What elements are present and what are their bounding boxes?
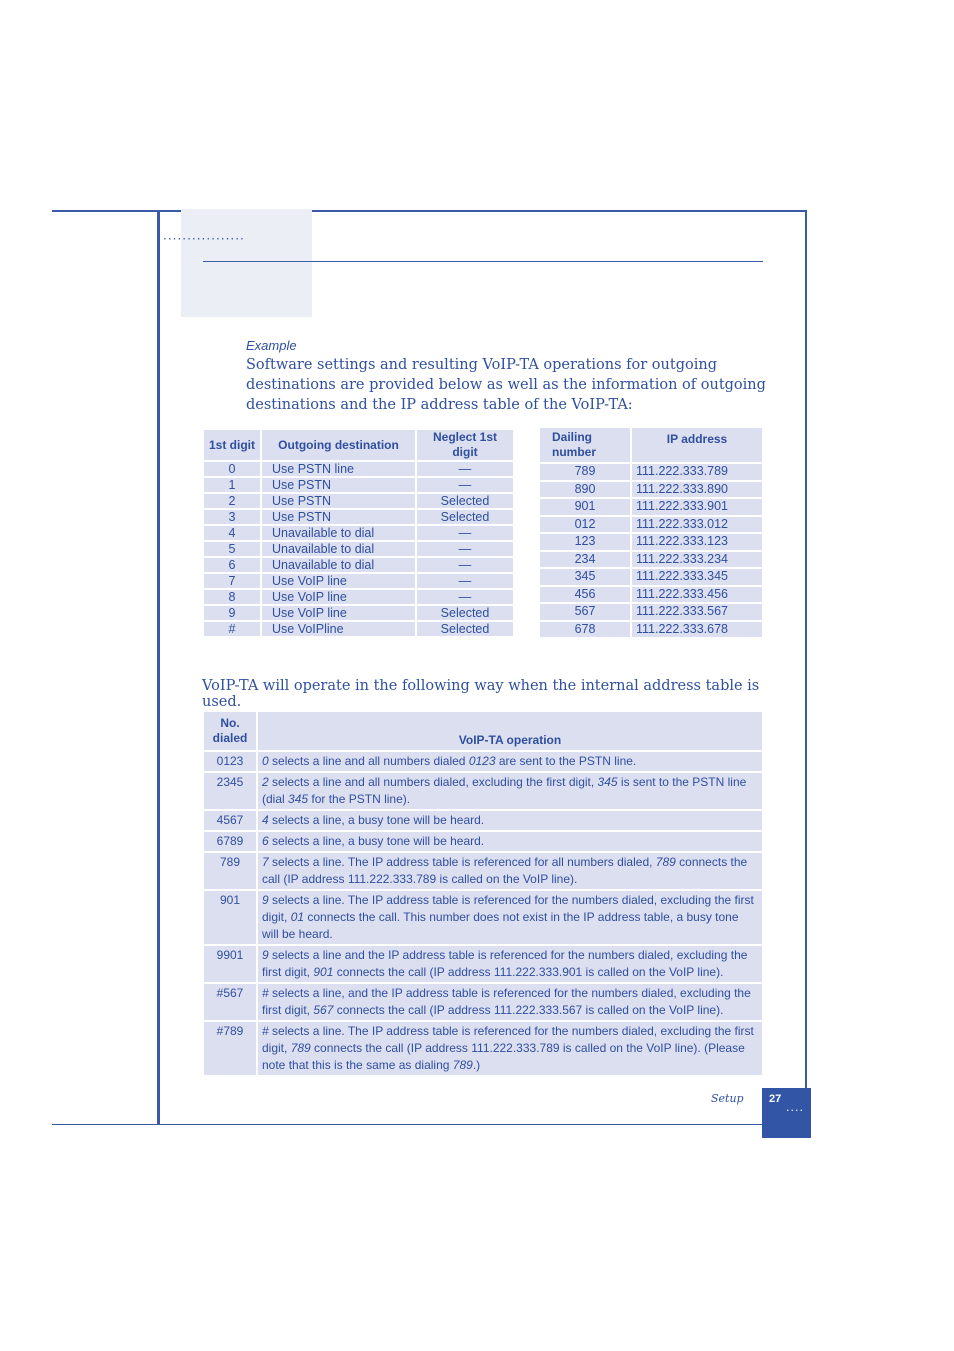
table-row: [539, 463, 763, 481]
emphasis-text: 789: [452, 1058, 473, 1072]
operation-text: selects a line, and the IP address table is referenced for the numbers dialed, excluding the first digit,: [262, 986, 751, 1017]
operation-text: connects the call. This number does not exist in the IP address table, a busy tone will be heard.: [262, 910, 739, 941]
table-row: [203, 509, 514, 525]
table-row: [203, 605, 514, 621]
table-row: [539, 533, 763, 551]
table-cell: 345: [539, 568, 631, 586]
table-row: [539, 568, 763, 586]
top-frame-line: [52, 210, 807, 212]
table-cell: 111.222.333.901: [631, 498, 763, 516]
table-row: [539, 516, 763, 534]
emphasis-text: 789: [290, 1041, 311, 1055]
operation-text: selects a line and all numbers dialed: [268, 754, 469, 768]
right-frame-line: [805, 210, 807, 1088]
col-header-voip-operation: VoIP-TA operation: [257, 711, 763, 751]
emphasis-text: 9: [262, 893, 269, 907]
table-cell: Selected: [416, 493, 514, 509]
col-header-neglect: Neglect 1st digit: [416, 429, 514, 461]
operation-text: selects a line and the IP address table is referenced for the numbers dialed, excluding the first digit,: [262, 948, 748, 979]
emphasis-text: #: [262, 986, 269, 1000]
table-cell: Use VoIP line: [261, 605, 416, 621]
table-row: [203, 890, 763, 945]
intro-paragraph: Software settings and resulting VoIP-TA operations for outgoing destinations are provided below as well as the information of outgoing destinations and the IP address table of the VoIP-TA:: [246, 357, 766, 413]
col-header-no-dialed: No. dialed: [203, 711, 257, 751]
emphasis-text: 9: [262, 948, 269, 962]
operation-cell: [257, 831, 763, 852]
table-cell: 567: [539, 603, 631, 621]
bottom-frame-line: [52, 1124, 762, 1125]
emphasis-text: 345: [288, 792, 309, 806]
table-row: [539, 481, 763, 499]
table-cell: Use PSTN: [261, 477, 416, 493]
emphasis-text: 0123: [468, 754, 496, 768]
table-row: [203, 461, 514, 477]
operation-text: selects a line, a busy tone will be heard.: [268, 834, 485, 848]
operation-text: connects the call (IP address 111.222.333.789 is called on the VoIP line).: [262, 855, 748, 886]
header-rule: [203, 261, 763, 262]
no-dialed-cell: 2345: [203, 772, 257, 810]
operation-text: .): [472, 1058, 481, 1072]
table-cell: Use VoIP line: [261, 573, 416, 589]
operation-cell: [257, 852, 763, 890]
table-row: [203, 557, 514, 573]
table-row: [539, 586, 763, 604]
emphasis-text: 901: [313, 965, 334, 979]
table-row: [203, 810, 763, 831]
outgoing-destination-table: [202, 428, 515, 638]
table-cell: 111.222.333.567: [631, 603, 763, 621]
emphasis-text: 345: [597, 775, 618, 789]
operation-text: connects the call (IP address 111.222.333.901 is called on the VoIP line).: [333, 965, 724, 979]
voip-operation-table: [202, 710, 764, 1077]
emphasis-text: 567: [313, 1003, 334, 1017]
table-cell: 111.222.333.678: [631, 621, 763, 639]
emphasis-text: 6: [262, 834, 269, 848]
table-row: [203, 831, 763, 852]
table-cell: —: [416, 525, 514, 541]
emphasis-text: 789: [655, 855, 676, 869]
table-cell: 4: [203, 525, 261, 541]
operation-cell: [257, 945, 763, 983]
table-cell: Selected: [416, 509, 514, 525]
operation-cell: [257, 772, 763, 810]
header-dots: ·················: [163, 232, 245, 246]
table-row: [203, 751, 763, 772]
operation-cell: [257, 983, 763, 1021]
table-row: [203, 541, 514, 557]
table-cell: Selected: [416, 621, 514, 637]
left-frame-line: [157, 210, 160, 1125]
no-dialed-cell: 0123: [203, 751, 257, 772]
emphasis-text: #: [262, 1024, 269, 1038]
table-cell: Unavailable to dial: [261, 557, 416, 573]
table-cell: —: [416, 573, 514, 589]
table-row: [203, 772, 763, 810]
table-cell: 111.222.333.345: [631, 568, 763, 586]
table-row: [203, 1021, 763, 1076]
table-cell: 5: [203, 541, 261, 557]
table-row: [203, 477, 514, 493]
no-dialed-cell: 9901: [203, 945, 257, 983]
footer-section-name: Setup: [711, 1092, 744, 1105]
table-cell: Use PSTN line: [261, 461, 416, 477]
table-cell: 012: [539, 516, 631, 534]
table-cell: Unavailable to dial: [261, 525, 416, 541]
operation-text: selects a line. The IP address table is referenced for all numbers dialed,: [268, 855, 656, 869]
example-label: Example: [246, 338, 297, 353]
page-dots: ····: [786, 1104, 804, 1117]
table-cell: 111.222.333.456: [631, 586, 763, 604]
table-cell: 111.222.333.234: [631, 551, 763, 569]
table-row: [203, 945, 763, 983]
no-dialed-cell: 4567: [203, 810, 257, 831]
table-cell: 890: [539, 481, 631, 499]
emphasis-text: 4: [262, 813, 269, 827]
table-cell: Unavailable to dial: [261, 541, 416, 557]
operation-text: selects a line, a busy tone will be heard.: [268, 813, 485, 827]
table-row: [539, 603, 763, 621]
ip-address-table: [538, 426, 764, 639]
no-dialed-cell: 901: [203, 890, 257, 945]
operation-text: selects a line and all numbers dialed, excluding the first digit,: [268, 775, 598, 789]
no-dialed-cell: #567: [203, 983, 257, 1021]
operation-cell: [257, 890, 763, 945]
table-row: [203, 589, 514, 605]
col-header-ip-address: IP address: [631, 427, 763, 463]
table-cell: 789: [539, 463, 631, 481]
table-cell: —: [416, 541, 514, 557]
table-cell: 111.222.333.123: [631, 533, 763, 551]
table-cell: 8: [203, 589, 261, 605]
table-row: [203, 525, 514, 541]
table-cell: 111.222.333.890: [631, 481, 763, 499]
operation-text: selects a line. The IP address table is referenced for the numbers dialed, excluding the first digit,: [262, 1024, 754, 1055]
operation-text: connects the call (IP address 111.222.333.567 is called on the VoIP line).: [333, 1003, 724, 1017]
table-cell: 678: [539, 621, 631, 639]
table-cell: 123: [539, 533, 631, 551]
table-cell: 111.222.333.789: [631, 463, 763, 481]
emphasis-text: 7: [262, 855, 269, 869]
operation-cell: [257, 1021, 763, 1076]
table-cell: Use PSTN: [261, 493, 416, 509]
table-row: [203, 573, 514, 589]
no-dialed-cell: 6789: [203, 831, 257, 852]
operation-text: are sent to the PSTN line.: [495, 754, 637, 768]
table-row: [539, 621, 763, 639]
operation-text: selects a line. The IP address table is referenced for the numbers dialed, excluding the first digit,: [262, 893, 754, 924]
emphasis-text: 0: [262, 754, 269, 768]
table-cell: 2: [203, 493, 261, 509]
table-cell: 901: [539, 498, 631, 516]
table-row: [203, 493, 514, 509]
table-cell: 3: [203, 509, 261, 525]
col-header-dailing-number: Dailing number: [539, 427, 631, 463]
table-cell: —: [416, 589, 514, 605]
table-row: [539, 498, 763, 516]
table-cell: Selected: [416, 605, 514, 621]
table-cell: Use VoIP line: [261, 589, 416, 605]
table-row: [203, 852, 763, 890]
col-header-outgoing-destination: Outgoing destination: [261, 429, 416, 461]
operation-intro: VoIP-TA will operate in the following way when the internal address table is used.: [202, 678, 760, 710]
operation-text: for the PSTN line).: [308, 792, 411, 806]
table-row: [203, 983, 763, 1021]
table-cell: —: [416, 477, 514, 493]
table-cell: 0: [203, 461, 261, 477]
table-cell: 7: [203, 573, 261, 589]
operation-text: connects the call (IP address 111.222.333.789 is called on the VoIP line). (Please note that this is the same as dialing: [262, 1041, 745, 1072]
table-cell: —: [416, 461, 514, 477]
operation-cell: [257, 810, 763, 831]
table-cell: Use PSTN: [261, 509, 416, 525]
operation-cell: [257, 751, 763, 772]
page-number-box: [762, 1088, 811, 1138]
table-cell: 234: [539, 551, 631, 569]
table-cell: —: [416, 557, 514, 573]
table-cell: 9: [203, 605, 261, 621]
table-cell: 111.222.333.012: [631, 516, 763, 534]
no-dialed-cell: 789: [203, 852, 257, 890]
header-grey-box: [181, 209, 312, 317]
no-dialed-cell: #789: [203, 1021, 257, 1076]
page-number: 27: [769, 1093, 782, 1105]
table-cell: 6: [203, 557, 261, 573]
table-cell: #: [203, 621, 261, 637]
emphasis-text: 01: [290, 910, 305, 924]
table-row: [539, 551, 763, 569]
col-header-1st-digit: 1st digit: [203, 429, 261, 461]
table-cell: 456: [539, 586, 631, 604]
emphasis-text: 2: [262, 775, 269, 789]
table-cell: 1: [203, 477, 261, 493]
operation-text: is sent to the PSTN line (dial: [262, 775, 747, 806]
table-cell: Use VoIPline: [261, 621, 416, 637]
table-row: [203, 621, 514, 637]
